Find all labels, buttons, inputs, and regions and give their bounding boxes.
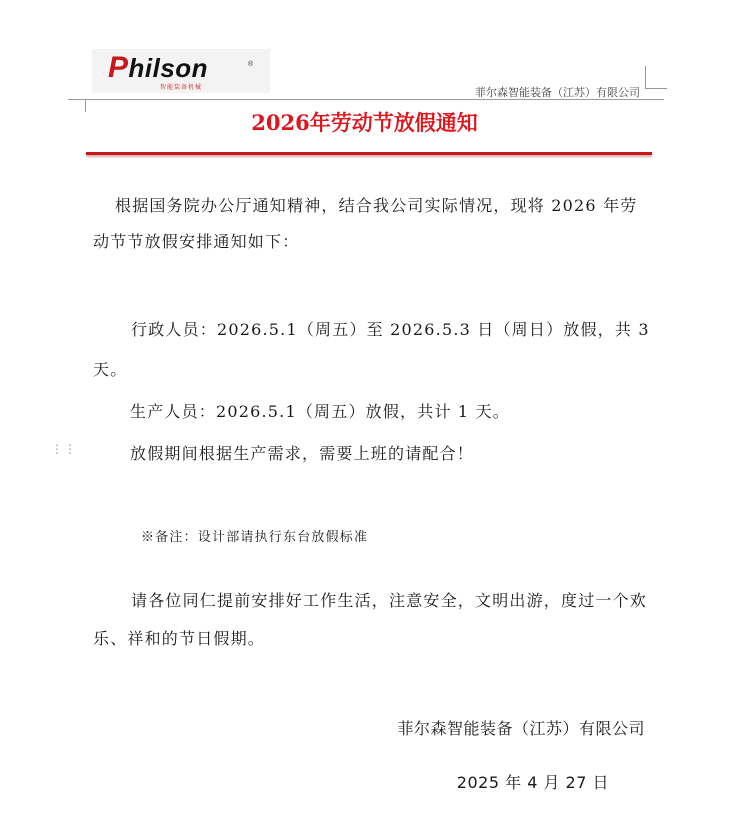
intro-paragraph[interactable]: 根据国务院办公厅通知精神，结合我公司实际情况，现将 2026 年劳动节节放假安排通知如下： (93, 196, 638, 251)
signature-company[interactable]: 菲尔森智能装备（江苏）有限公司 (397, 719, 645, 738)
title-divider (86, 152, 652, 155)
logo-registered-mark: ® (248, 61, 254, 68)
logo-wordmark (108, 53, 208, 83)
closing-paragraph[interactable]: 请各位同仁提前安排好工作生活，注意安全，文明出游，度过一个欢乐、祥和的节日假期。 (93, 591, 648, 648)
crop-mark (645, 88, 667, 89)
note-paragraph[interactable]: ※备注：设计部请执行东台放假标准 (141, 530, 369, 545)
production-staff-paragraph[interactable]: 生产人员：2026.5.1（周五）放假，共计 1 天。 (130, 402, 511, 421)
company-logo (92, 49, 270, 93)
logo-first-letter: P (108, 51, 129, 84)
header-company-name: 菲尔森智能装备（江苏）有限公司 (475, 86, 640, 99)
notice-title: 2026年劳动节放假通知 (251, 110, 478, 135)
drag-handle-icon[interactable]: ⋮⋮ (51, 442, 77, 456)
admin-staff-paragraph[interactable]: 行政人员：2026.5.1（周五）至 2026.5.3 日（周日）放假，共 3 天。 (93, 320, 650, 379)
header-divider (68, 99, 664, 100)
logo-rest: hilson (128, 53, 209, 83)
signature-date[interactable]: 2025 年 4 月 27 日 (456, 773, 609, 792)
work-request-paragraph[interactable]: 放假期间根据生产需求，需要上班的请配合！ (130, 444, 475, 463)
logo-tagline: 智能装备机械 (160, 84, 203, 91)
crop-mark (645, 66, 646, 89)
